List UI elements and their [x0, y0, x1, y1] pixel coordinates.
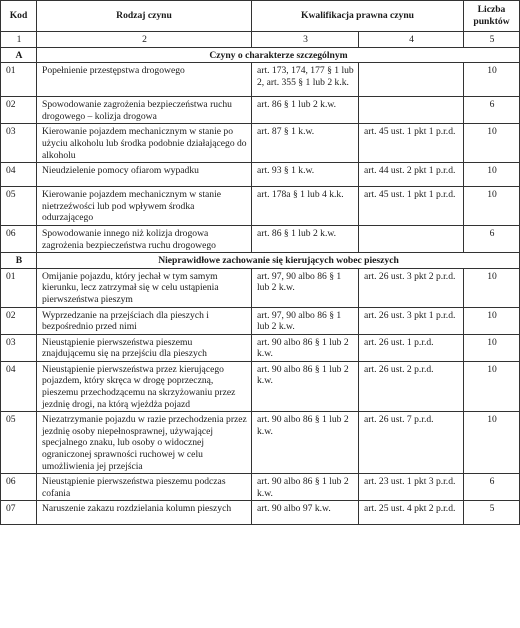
row-type: Niezatrzymanie pojazdu w razie przechodzenia przez jezdnię osoby niepełnosprawnej, używającej specjalnego znaku, lub osoby o widocznej ograniczonej sprawności ruchowej w celu umożliwienia jej przejścia — [37, 412, 252, 474]
section-title: Nieprawidłowe zachowanie się kierujących wobec pieszych — [37, 253, 520, 269]
column-index: 5 — [464, 32, 520, 48]
row-type: Kierowanie pojazdem mechanicznym w stanie po użyciu alkoholu lub środka podobnie działającego do alkoholu — [37, 124, 252, 163]
row-code: 04 — [1, 361, 37, 411]
column-index: 2 — [37, 32, 252, 48]
row-law-1: art. 86 § 1 lub 2 k.w. — [252, 97, 359, 124]
row-type: Nieudzielenie pomocy ofiarom wypadku — [37, 163, 252, 187]
row-points: 10 — [464, 187, 520, 226]
row-code: 06 — [1, 225, 37, 252]
row-code: 01 — [1, 63, 37, 97]
row-points: 10 — [464, 163, 520, 187]
row-law-2: art. 23 ust. 1 pkt 3 p.r.d. — [359, 474, 464, 501]
row-law-1: art. 87 § 1 k.w. — [252, 124, 359, 163]
row-code: 02 — [1, 97, 37, 124]
row-law-2: art. 45 ust. 1 pkt 1 p.r.d. — [359, 124, 464, 163]
row-law-1: art. 90 albo 86 § 1 lub 2 k.w. — [252, 474, 359, 501]
row-law-1: art. 90 albo 97 k.w. — [252, 501, 359, 525]
row-points: 10 — [464, 361, 520, 411]
row-code: 05 — [1, 412, 37, 474]
section-letter: B — [1, 253, 37, 269]
table-row — [1, 474, 520, 501]
table-row — [1, 361, 520, 411]
row-law-1: art. 97, 90 albo 86 § 1 lub 2 k.w. — [252, 268, 359, 307]
row-type: Wyprzedzanie na przejściach dla pieszych i bezpośrednio przed nimi — [37, 307, 252, 334]
table-row — [1, 501, 520, 525]
row-points: 10 — [464, 268, 520, 307]
row-type: Popełnienie przestępstwa drogowego — [37, 63, 252, 97]
row-type: Naruszenie zakazu rozdzielania kolumn pieszych — [37, 501, 252, 525]
column-index-row — [1, 32, 520, 48]
row-law-1: art. 90 albo 86 § 1 lub 2 k.w. — [252, 412, 359, 474]
row-code: 01 — [1, 268, 37, 307]
row-code: 06 — [1, 474, 37, 501]
row-law-2: art. 26 ust. 3 pkt 2 p.r.d. — [359, 268, 464, 307]
row-code: 03 — [1, 334, 37, 361]
table-row — [1, 412, 520, 474]
header-row — [1, 1, 520, 32]
row-points: 5 — [464, 501, 520, 525]
table-row — [1, 187, 520, 226]
section-title: Czyny o charakterze szczególnym — [37, 47, 520, 63]
table-row — [1, 97, 520, 124]
row-law-2: art. 25 ust. 4 pkt 2 p.r.d. — [359, 501, 464, 525]
row-law-1: art. 90 albo 86 § 1 lub 2 k.w. — [252, 334, 359, 361]
row-law-2: art. 44 ust. 2 pkt 1 p.r.d. — [359, 163, 464, 187]
row-law-1: art. 86 § 1 lub 2 k.w. — [252, 225, 359, 252]
row-points: 10 — [464, 334, 520, 361]
row-law-2 — [359, 225, 464, 252]
row-law-2: art. 26 ust. 1 p.r.d. — [359, 334, 464, 361]
row-law-2: art. 45 ust. 1 pkt 1 p.r.d. — [359, 187, 464, 226]
table-row — [1, 124, 520, 163]
header-code: Kod — [1, 1, 37, 32]
row-type: Kierowanie pojazdem mechanicznym w stanie nietrzeźwości lub pod wpływem środka odurzającego — [37, 187, 252, 226]
table-row — [1, 225, 520, 252]
row-type: Spowodowanie innego niż kolizja drogowa zagrożenia bezpieczeństwa ruchu drogowego — [37, 225, 252, 252]
row-points: 10 — [464, 124, 520, 163]
header-type: Rodzaj czynu — [37, 1, 252, 32]
row-type: Nieustąpienie pierwszeństwa przez kierującego pojazdem, który skręca w drogę poprzeczną, pieszemu przechodzącemu na skrzyżowaniu przez jezdnię drogi, na którą wjeżdża pojazd — [37, 361, 252, 411]
row-law-2: art. 26 ust. 7 p.r.d. — [359, 412, 464, 474]
row-type: Nieustąpienie pierwszeństwa pieszemu podczas cofania — [37, 474, 252, 501]
table-row — [1, 268, 520, 307]
row-type: Omijanie pojazdu, który jechał w tym samym kierunku, lecz zatrzymał się w celu ustąpienia pierwszeństwa pieszym — [37, 268, 252, 307]
table-row — [1, 307, 520, 334]
row-type: Nieustąpienie pierwszeństwa pieszemu znajdującemu się na przejściu dla pieszych — [37, 334, 252, 361]
section-header — [1, 253, 520, 269]
row-points: 6 — [464, 97, 520, 124]
column-index: 4 — [359, 32, 464, 48]
row-law-1: art. 178a § 1 lub 4 k.k. — [252, 187, 359, 226]
row-law-2 — [359, 97, 464, 124]
row-law-1: art. 90 albo 86 § 1 lub 2 k.w. — [252, 361, 359, 411]
column-index: 1 — [1, 32, 37, 48]
row-code: 05 — [1, 187, 37, 226]
table-row — [1, 334, 520, 361]
header-points: Liczba punktów — [464, 1, 520, 32]
row-law-1: art. 93 § 1 k.w. — [252, 163, 359, 187]
column-index: 3 — [252, 32, 359, 48]
row-law-2: art. 26 ust. 3 pkt 1 p.r.d. — [359, 307, 464, 334]
row-type: Spowodowanie zagrożenia bezpieczeństwa ruchu drogowego – kolizja drogowa — [37, 97, 252, 124]
row-code: 04 — [1, 163, 37, 187]
table-row — [1, 63, 520, 97]
row-points: 6 — [464, 225, 520, 252]
row-law-2 — [359, 63, 464, 97]
row-law-2: art. 26 ust. 2 p.r.d. — [359, 361, 464, 411]
row-code: 03 — [1, 124, 37, 163]
row-law-1: art. 173, 174, 177 § 1 lub 2, art. 355 § 1 lub 2 k.k. — [252, 63, 359, 97]
table-row — [1, 163, 520, 187]
section-letter: A — [1, 47, 37, 63]
row-code: 02 — [1, 307, 37, 334]
header-qualification: Kwalifikacja prawna czynu — [252, 1, 464, 32]
row-points: 10 — [464, 63, 520, 97]
row-law-1: art. 97, 90 albo 86 § 1 lub 2 k.w. — [252, 307, 359, 334]
section-header — [1, 47, 520, 63]
row-points: 10 — [464, 412, 520, 474]
row-points: 10 — [464, 307, 520, 334]
row-code: 07 — [1, 501, 37, 525]
row-points: 6 — [464, 474, 520, 501]
